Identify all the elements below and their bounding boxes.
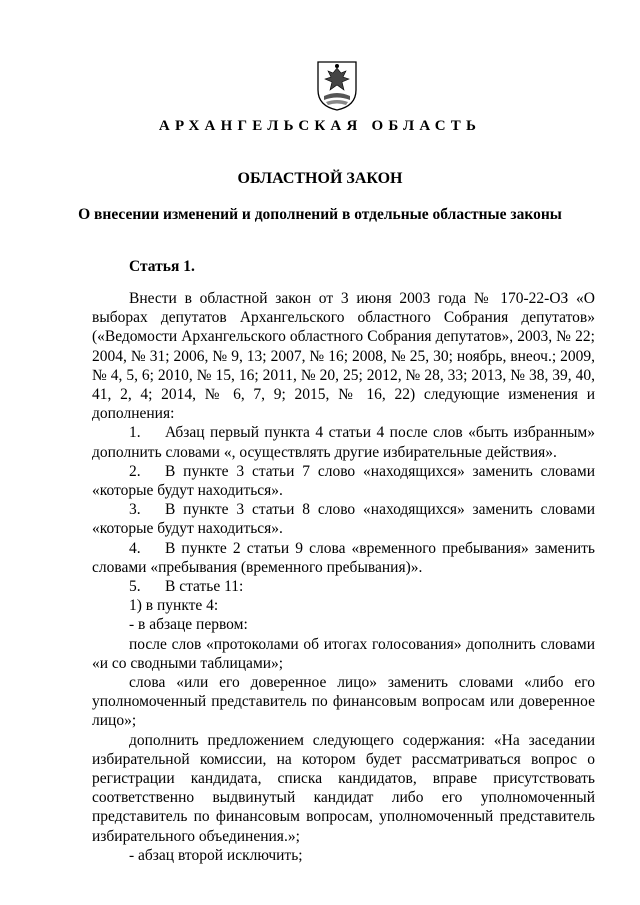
item-text-first-line: В пункте 3 статьи 8 слово «находящихся» заменить словами [165, 501, 595, 519]
document-type: ОБЛАСТНОЙ ЗАКОН [237, 170, 403, 187]
article-body [92, 289, 595, 865]
list-item [92, 462, 595, 481]
sub-point: 1) в пункте 4: [129, 597, 219, 615]
list-item [92, 423, 595, 442]
list-item [92, 539, 595, 558]
item-text-continuation: «которые будут находиться». [92, 482, 283, 500]
item-text-first-line: В пункте 2 статьи 9 слова «временного пребывания» заменить [165, 539, 595, 557]
list-item [92, 500, 595, 519]
region-name: АРХАНГЕЛЬСКАЯ ОБЛАСТЬ [158, 118, 482, 134]
item-number: 1. [129, 424, 141, 442]
item-text-continuation: «которые будут находиться». [92, 520, 283, 538]
item-text-first-line: В пункте 3 статьи 7 слово «находящихся» заменить словами [165, 462, 595, 480]
change-paragraph: после слов «протоколами об итогах голосования» дополнить словами «и со сводными таблицами»; [92, 635, 595, 672]
change-paragraph: дополнить предложением следующего содержания: «На заседании избирательной комиссии, на котором будет рассматриваться вопрос о регистрации кандидата, списка кандидатов, вправе присутствовать соответственно выдвинутый кандидат либо его уполномоченный представитель по финансовым вопросам, уполномоченный представитель избирательного объединения.»; [92, 731, 595, 845]
item-number: 2. [129, 462, 141, 480]
item-text-first-line: Абзац первый пункта 4 статьи 4 после слов «быть избранным» [165, 424, 595, 442]
intro-paragraph: Внести в областной закон от 3 июня 2003 года № 170-22-ОЗ «О выборах депутатов Архангельского областного Собрания депутатов» («Ведомости Архангельского областного Собрания депутатов», 2003, № 22; 2004, № 31; 2006, № 9, 13; 2007, № 16; 2008, № 25, 30; ноябрь, внеоч.; 2009, № 4, 5, 6; 2010, № 15, 16; 2011, № 20, 25; 2012, № 28, 33; 2013, № 38, 39, 40, 41, 2, 4; 2014, № 6, 7, 9; 2015, № 16, 22) следующие изменения и дополнения: [92, 290, 595, 423]
change-paragraph: слова «или его доверенное лицо» заменить словами «либо его уполномоченный представитель по финансовым вопросам или доверенное лицо»; [92, 674, 595, 730]
sub-abzac: - в абзаце первом: [129, 616, 248, 634]
article-heading: Статья 1. [129, 258, 195, 275]
item-number: 5. [129, 578, 141, 596]
document-title: О внесении изменений и дополнений в отдельные областные законы [78, 206, 562, 223]
coat-of-arms-icon [316, 60, 358, 112]
item-text-continuation: дополнить словами «, осуществлять другие избирательные действия». [92, 443, 557, 461]
change-paragraph: - абзац второй исключить; [129, 846, 303, 864]
item-number: 4. [129, 539, 141, 557]
item-text-first-line: В статье 11: [165, 578, 244, 596]
item-number: 3. [129, 501, 141, 519]
list-item [92, 577, 595, 596]
item-text-continuation: словами «пребывания (временного пребывания)». [92, 558, 423, 576]
